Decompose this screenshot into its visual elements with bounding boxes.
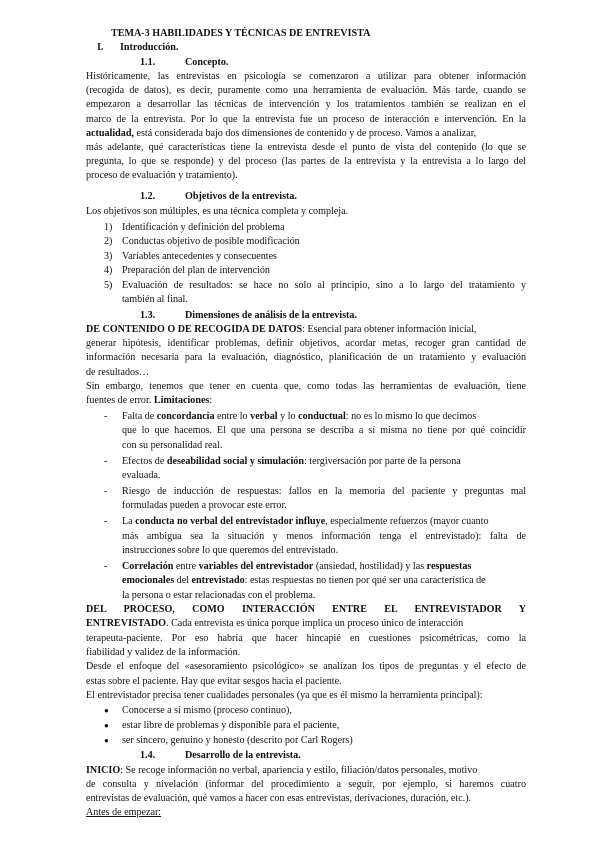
text-span: . Cada entrevista es única porque implica un proceso único de interacción — [166, 618, 464, 629]
list-item-continuation: la persona o estar relacionadas con el problema. — [122, 590, 316, 601]
paragraph-line: generar hipótesis, identificar problemas, definir objetivos, acordar metas, recoger gran cantidad de — [86, 338, 526, 349]
list-item-continuation: formuladas pueden a provocar este error. — [122, 500, 287, 511]
text-span: : — [209, 395, 213, 406]
bold-term: emocionales — [122, 575, 175, 586]
paragraph-line: de consulta y nivelación (informar del procedimiento a seguir, por ejemplo, si haremos cuatro — [86, 779, 526, 790]
subsection-number: 1.4. — [140, 750, 156, 761]
text-span: : Esencial para obtener información inicial, — [302, 324, 477, 335]
bold-term: concordancia — [156, 411, 215, 422]
bold-term: deseabilidad social y simulación — [166, 456, 304, 467]
bullet-marker: ● — [104, 736, 109, 745]
paragraph-line: Sin embargo, tenemos que tener en cuenta que, como todas las herramientas de evaluación, tiene — [86, 381, 526, 392]
list-item-continuation — [122, 574, 486, 588]
dash-marker: - — [104, 516, 108, 527]
dash-marker: - — [104, 486, 108, 497]
text-span: : tergiversación por parte de la persona — [303, 456, 461, 467]
list-item — [122, 410, 476, 424]
text-span: y lo — [277, 411, 299, 422]
text-span: Efectos de — [122, 456, 167, 467]
bold-term: Correlación — [122, 561, 174, 572]
paragraph-line: información necesaria para la evaluación, diagnóstico, planificación de un tratamiento y evaluación — [86, 352, 526, 363]
paragraph-line: Desde el enfoque del «asesoramiento psicológico» se analizan los tipos de preguntas y el efecto de — [86, 661, 526, 672]
bullet-marker: ● — [104, 721, 109, 730]
list-number: 1) — [104, 222, 113, 233]
list-item-continuation: evaluada. — [122, 470, 161, 481]
subsection-number: 1.3. — [140, 310, 156, 321]
list-item — [122, 515, 489, 529]
bold-term: conducta no verbal del entrevistador influye — [135, 516, 326, 527]
underlined-subheading: Antes de empezar: — [86, 807, 162, 818]
paragraph-line: terapeuta-paciente. Por eso habría que hacer hincapié en cuestiones psicométricas, como la — [86, 633, 526, 644]
list-item — [122, 560, 471, 574]
list-number: 2) — [104, 236, 113, 247]
paragraph-line — [86, 764, 477, 778]
bold-heading: DE CONTENIDO O DE RECOGIDA DE DATOS — [86, 324, 303, 335]
paragraph-line: estas sobre el paciente. Hay que evitar sesgos hacia el paciente. — [86, 676, 342, 687]
bullet-marker: ● — [104, 706, 109, 715]
paragraph-line: de resultados… — [86, 367, 150, 378]
subsection-number: 1.1. — [140, 57, 156, 68]
text-span: : no es lo mismo lo que decimos — [345, 411, 477, 422]
text-span: La — [122, 516, 136, 527]
list-item: Preparación del plan de intervención — [122, 265, 270, 276]
text-span: fuentes de error. — [86, 395, 152, 406]
paragraph-line: Los objetivos son múltiples, es una técnica completa y compleja. — [86, 206, 349, 217]
paragraph-line: (recogida de datos), es decir, puramente como una herramienta de evaluación. Más tarde, cuando se — [86, 85, 526, 96]
bold-term: actualidad, — [86, 128, 134, 139]
list-item-continuation: instrucciones sobre lo que queremos del entrevistado. — [122, 545, 339, 556]
paragraph-line — [86, 323, 476, 337]
text-span: : Se recoge información no verbal, apariencia y estilo, filiación/datos personales, motivo — [120, 765, 478, 776]
list-item: Variables antecedentes y consecuentes — [122, 251, 277, 262]
bold-heading: ENTREVISTADO — [86, 618, 167, 629]
text-span: : estas respuestas no tienen por qué ser una característica de — [244, 575, 486, 586]
bold-heading: DEL PROCESO, COMO INTERACCIÓN ENTRE EL ENTREVISTADOR Y — [86, 604, 526, 615]
bold-term: variables del entrevistador — [198, 561, 314, 572]
dash-marker: - — [104, 411, 108, 422]
list-item: Conductas objetivo de posible modificación — [122, 236, 300, 247]
bold-term: conductual — [298, 411, 346, 422]
paragraph-line: marco de la entrevista. Por lo que la entrevista fue un proceso de interacción e intervención. En la — [86, 114, 526, 125]
list-item: Riesgo de inducción de respuestas: fallos en la memoria del paciente y preguntas mal — [122, 486, 526, 497]
paragraph-line — [86, 127, 526, 141]
text-span: del — [174, 575, 192, 586]
bullet-item: estar libre de problemas y disponible para el paciente, — [122, 720, 340, 731]
list-number: 4) — [104, 265, 113, 276]
text-span: está considerada bajo dos dimensiones de contenido y de proceso. Vamos a analizar, — [136, 128, 477, 139]
list-number: 5) — [104, 280, 113, 291]
bold-term: verbal — [250, 411, 278, 422]
list-item-continuation: que lo que hacemos. El que una persona se describa a sí misma no tiene por qué coincidir — [122, 425, 526, 436]
list-item-continuation: con su personalidad real. — [122, 440, 223, 451]
paragraph-line: empezaron a desarrollar las técnicas de intervención y los tratamientos también se realizan en el — [86, 99, 526, 110]
subsection-title: Objetivos de la entrevista. — [185, 191, 297, 202]
section-title: Introducción. — [120, 42, 179, 53]
list-item — [122, 455, 461, 469]
document-title: TEMA-3 HABILIDADES Y TÉCNICAS DE ENTREVISTA — [111, 28, 371, 39]
list-item: Evaluación de resultados: se hace no solo al principio, sino a lo largo del tratamiento y — [122, 280, 526, 291]
text-span: entre — [173, 561, 199, 572]
paragraph-line: El entrevistador precisa tener cualidades personales (ya que es él mismo la herramienta principal): — [86, 690, 483, 701]
subsection-title: Desarrollo de la entrevista. — [185, 750, 301, 761]
dash-marker: - — [104, 456, 108, 467]
text-span: entre lo — [214, 411, 251, 422]
section-number: I. — [97, 42, 104, 53]
subsection-title: Dimensiones de análisis de la entrevista. — [185, 310, 357, 321]
paragraph-line: más adelante, qué características tiene la entrevista desde el punto de vista del contenido (lo que se — [86, 142, 526, 153]
bullet-item: Conocerse a sí mismo (proceso continuo), — [122, 705, 292, 716]
bullet-item: ser sincero, genuino y honesto (descrito por Carl Rogers) — [122, 735, 353, 746]
paragraph-line: proceso de evaluación y tratamiento). — [86, 170, 238, 181]
bold-term: Limitaciones — [153, 395, 210, 406]
paragraph-line: pregunta, lo que se responde) y del proceso (las partes de la entrevista y la entrevista a lo largo del — [86, 156, 526, 167]
bold-heading: INICIO — [86, 765, 121, 776]
paragraph-line: entrevistas de evaluación, qué vamos a hacer con esas entrevistas, derivaciones, duración, etc.). — [86, 793, 472, 804]
subsection-title: Concepto. — [185, 57, 229, 68]
text-span: , especialmente refuerzos (mayor cuanto — [325, 516, 489, 527]
text-span: Falta de — [122, 411, 157, 422]
paragraph-line — [86, 617, 463, 631]
subsection-number: 1.2. — [140, 191, 156, 202]
text-span: (ansiedad, hostilidad) y las — [313, 561, 427, 572]
dash-marker: - — [104, 561, 108, 572]
paragraph-line: Históricamente, las entrevistas en psicología se comenzaron a utilizar para obtener información — [86, 71, 526, 82]
list-number: 3) — [104, 251, 113, 262]
bold-term: respuestas — [426, 561, 472, 572]
paragraph-line: fiabilidad y validez de la información. — [86, 647, 241, 658]
paragraph-line — [86, 394, 212, 408]
list-item-continuation: también al final. — [122, 294, 188, 305]
list-item-continuation: más ambigua sea la situación y menos información tenga el entrevistado): falta de — [122, 531, 526, 542]
bold-term: entrevistado — [191, 575, 245, 586]
list-item: Identificación y definición del problema — [122, 222, 285, 233]
